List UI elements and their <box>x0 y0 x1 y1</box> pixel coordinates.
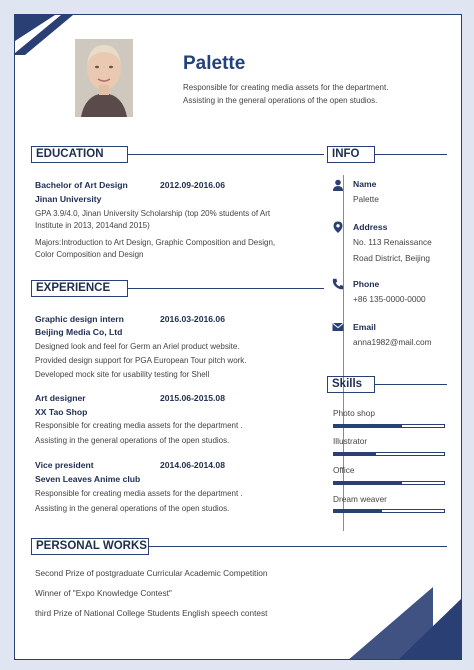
experience-date: 2015.06-2015.08 <box>160 393 225 403</box>
phone-icon <box>332 278 344 290</box>
candidate-name: Palette <box>183 53 246 74</box>
experience-section-title: EXPERIENCE <box>31 280 128 297</box>
personal-works-item: Winner of "Expo Knowledge Contest" <box>35 588 172 598</box>
skill-level-fill <box>334 425 402 427</box>
location-pin-icon <box>332 221 344 233</box>
education-majors-line: Color Composition and Design <box>35 250 144 259</box>
mail-icon <box>332 321 344 333</box>
education-majors-line: Majors:Introduction to Art Design, Graphic Composition and Design, <box>35 238 276 247</box>
experience-company: Beijing Media Co, Ltd <box>35 327 123 337</box>
education-detail-line: GPA 3.9/4.0, Jinan University Scholarship (top 20% students of Art <box>35 209 271 218</box>
info-email-value: anna1982@mail.com <box>353 337 432 347</box>
info-address-value: No. 113 Renaissance <box>353 237 432 247</box>
skill-level-fill <box>334 482 402 484</box>
skill-name: Dream weaver <box>333 494 387 504</box>
personal-works-item: Second Prize of postgraduate Curricular Academic Competition <box>35 568 268 578</box>
profile-photo <box>75 39 133 117</box>
info-name-label: Name <box>353 179 377 189</box>
tagline-line: Responsible for creating media assets for the department. <box>183 83 389 92</box>
info-address-value: Road District, Beijing <box>353 253 431 263</box>
experience-section-rule <box>128 288 324 289</box>
experience-description-line: Developed mock site for usability testing for Shell <box>35 370 210 379</box>
info-name-value: Palette <box>353 194 379 204</box>
experience-description-line: Provided design support for PGA European Tour pitch work. <box>35 356 247 365</box>
experience-description-line: Designed look and feel for Germ an Ariel product website. <box>35 342 240 351</box>
personal-works-section-title: PERSONAL WORKS <box>31 538 149 555</box>
skills-section-title: Skills <box>327 376 375 393</box>
tagline-line: Assisting in the general operations of the open studios. <box>183 96 378 105</box>
experience-description-line: Responsible for creating media assets for the department . <box>35 421 243 430</box>
top-left-stripe-decoration <box>15 15 75 55</box>
skill-name: Office <box>333 465 355 475</box>
resume-page <box>14 14 462 660</box>
skill-name: Photo shop <box>333 408 375 418</box>
education-date: 2012.09-2016.06 <box>160 180 225 190</box>
info-address-label: Address <box>353 222 388 232</box>
skill-level-fill <box>334 510 382 512</box>
experience-description-line: Assisting in the general operations of the open studios. <box>35 436 230 445</box>
experience-company: Seven Leaves Anime club <box>35 474 141 484</box>
info-email-label: Email <box>353 322 376 332</box>
skill-level-bar <box>333 452 445 456</box>
info-phone-value: +86 135-0000-0000 <box>353 294 426 304</box>
skill-level-bar <box>333 481 445 485</box>
experience-role: Vice president <box>35 460 94 470</box>
education-degree: Bachelor of Art Design <box>35 180 128 190</box>
education-detail-line: Institute in 2013, 2014and 2015) <box>35 221 150 230</box>
skill-name: Illustrator <box>333 436 368 446</box>
experience-date: 2016.03-2016.06 <box>160 314 225 324</box>
experience-company: XX Tao Shop <box>35 407 88 417</box>
experience-role: Art designer <box>35 393 86 403</box>
personal-works-section-rule <box>149 546 447 547</box>
education-section-rule <box>128 154 324 155</box>
info-phone-label: Phone <box>353 279 380 289</box>
experience-date: 2014.06-2014.08 <box>160 460 225 470</box>
bottom-right-stripe-decoration <box>347 575 462 660</box>
person-icon <box>332 179 344 191</box>
tagline <box>183 81 388 107</box>
education-school: Jinan University <box>35 194 102 204</box>
experience-role: Graphic design intern <box>35 314 124 324</box>
skill-level-bar <box>333 509 445 513</box>
info-section-rule <box>375 154 447 155</box>
education-section-title: EDUCATION <box>31 146 128 163</box>
skill-level-fill <box>334 453 376 455</box>
experience-description-line: Responsible for creating media assets for the department . <box>35 489 243 498</box>
experience-description-line: Assisting in the general operations of the open studios. <box>35 504 230 513</box>
personal-works-item: third Prize of National College Students English speech contest <box>35 608 268 618</box>
skill-level-bar <box>333 424 445 428</box>
info-section-title: INFO <box>327 146 375 163</box>
skills-section-rule <box>375 384 447 385</box>
